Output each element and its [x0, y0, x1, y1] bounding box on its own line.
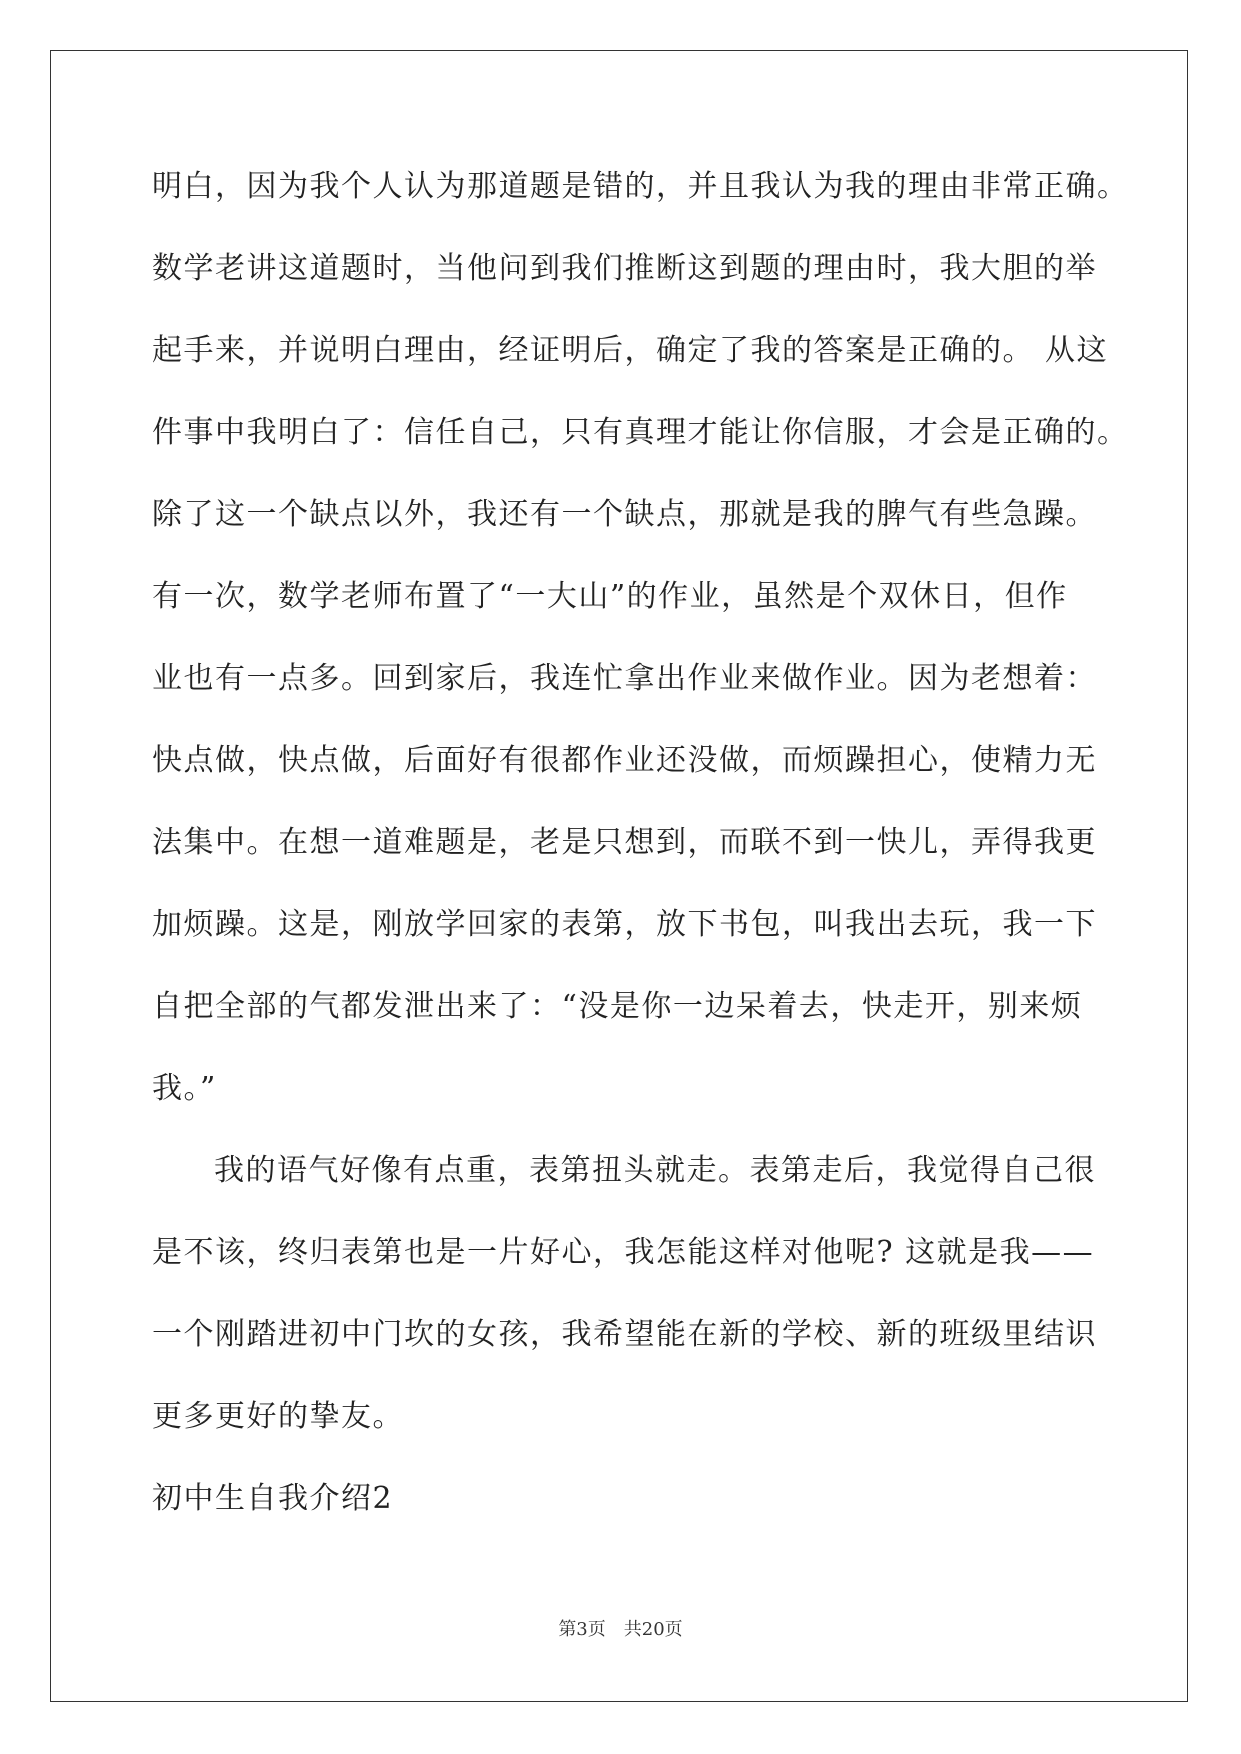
- paragraph-start-line: 我的语气好像有点重，表第扭头就走。表第走后，我觉得自己很: [214, 1153, 1096, 1188]
- text-line: 业也有一点多。回到家后，我连忙拿出作业来做作业。因为老想着：: [152, 661, 1097, 696]
- text-line: 快点做，快点做，后面好有很都作业还没做，而烦躁担心，使精力无: [152, 743, 1097, 778]
- text-line: 我。”: [152, 1071, 217, 1106]
- page-number-footer: 第3页 共20页: [558, 1619, 683, 1640]
- text-line: 自把全部的气都发泄出来了：“没是你一边呆着去，快走开，别来烦: [152, 989, 1083, 1024]
- text-line: 有一次，数学老师布置了“一大山”的作业，虽然是个双休日，但作: [152, 579, 1068, 614]
- text-line: 更多更好的挚友。: [152, 1399, 404, 1434]
- section-heading: 初中生自我介绍2: [152, 1481, 394, 1516]
- text-line: 除了这一个缺点以外，我还有一个缺点，那就是我的脾气有些急躁。: [152, 497, 1097, 532]
- text-line: 起手来，并说明白理由，经证明后，确定了我的答案是正确的。 从这: [152, 333, 1109, 368]
- document-body: [152, 162, 1129, 1556]
- text-line: 一个刚踏进初中门坎的女孩，我希望能在新的学校、新的班级里结识: [152, 1317, 1097, 1352]
- text-line: 法集中。在想一道难题是，老是只想到，而联不到一快儿，弄得我更: [152, 825, 1097, 860]
- text-line: 件事中我明白了：信任自己，只有真理才能让你信服，才会是正确的。: [152, 415, 1129, 450]
- text-line: 明白，因为我个人认为那道题是错的，并且我认为我的理由非常正确。: [152, 169, 1129, 204]
- text-line: 是不该，终归表第也是一片好心，我怎能这样对他呢? 这就是我——: [152, 1235, 1095, 1270]
- text-line: 数学老讲这道题时，当他问到我们推断这到题的理由时，我大胆的举: [152, 251, 1097, 286]
- text-line: 加烦躁。这是，刚放学回家的表第，放下书包，叫我出去玩，我一下: [152, 907, 1097, 942]
